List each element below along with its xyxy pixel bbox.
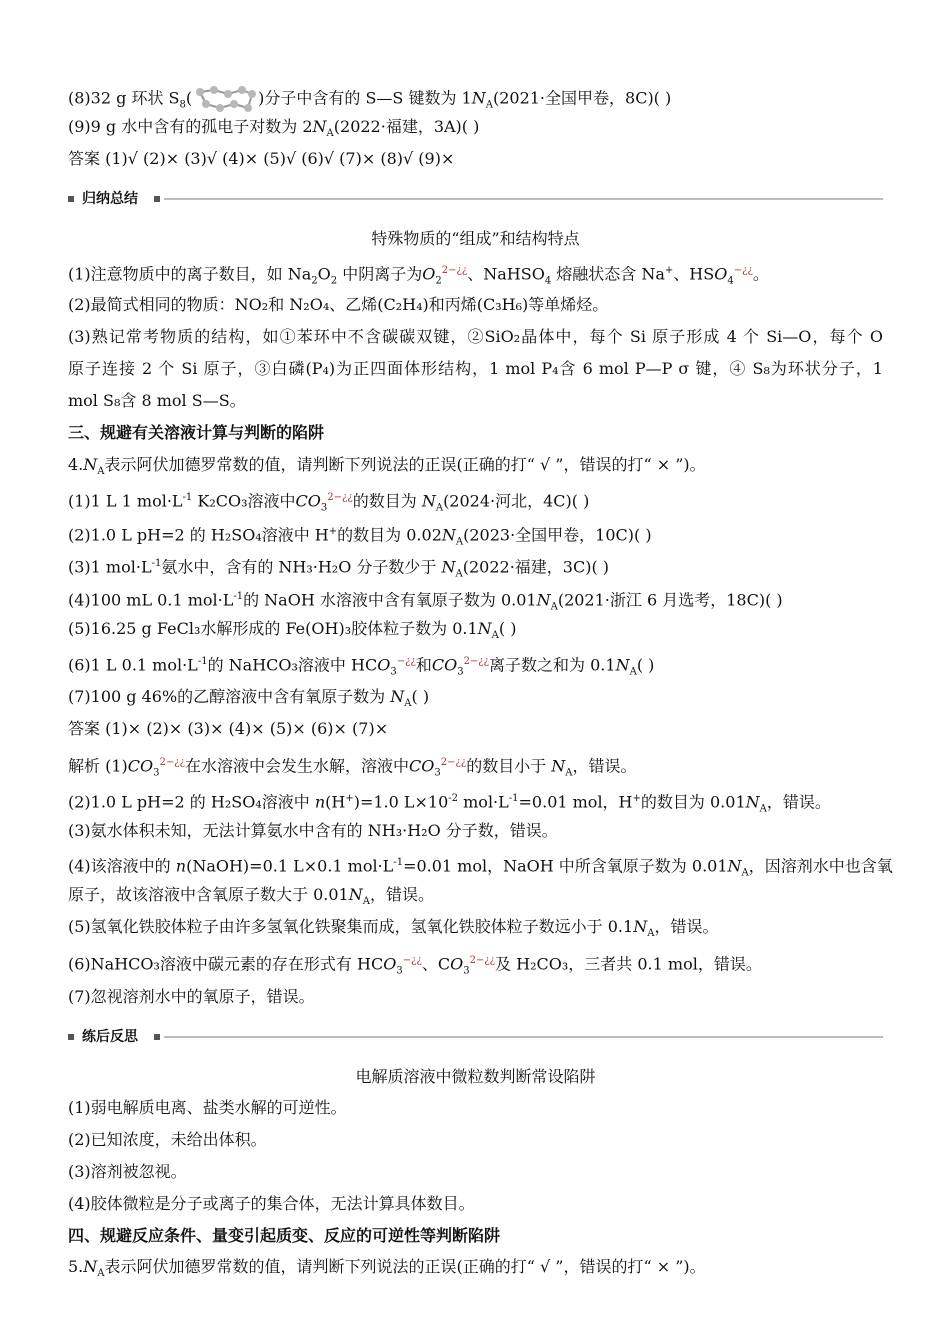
explanation-6: (6)NaHCO₃溶液中碳元素的存在形式有 $HCO_3^{-¿¿}$、$CO_3^{2-¿¿}$及 H₂CO₃，三者共 0.1 mol，错误。 — [68, 954, 762, 977]
explanation-7: (7)忽视溶剂水中的氧原子，错误。 — [68, 987, 315, 1006]
bullet-square-icon — [68, 1034, 74, 1040]
explanation-1: 解析 $(1)CO_3^{2-¿¿}$在水溶液中会发生水解，溶液中$CO_3^{2-¿¿}$的数目小于 $N_A$，错误。 — [68, 756, 637, 779]
question-8: (8)32 g 环状 $S_8$( )分子中含有的 S—S 键数为 $1N_A(2021\cdot$全国甲卷，8C)( ) — [68, 84, 883, 117]
q4-item-1: (1)1 L 1 $mol\cdot L^{-1}$ K₂CO₃溶液中$CO_3^{2-¿¿}$的数目为 $N_A(2024\cdot$河北，4C)( ) — [68, 491, 590, 514]
summary-header-bar — [68, 189, 883, 209]
q4-item-3: (3)1 $mol\cdot L^{-1}$氨水中，含有的 NH₃·H₂O 分子数少于 $N_A(2022\cdot$福建，3C)( ) — [68, 557, 610, 580]
reflection-header-bar — [68, 1027, 883, 1047]
summary-point-2: (2)最简式相同的物质：NO₂和 N₂O₄、乙烯(C₂H₄)和丙烯(C₃H₆)等单烯烃。 — [68, 295, 609, 314]
explanation-3: (3)氨水体积未知，无法计算氨水中含有的 NH₃·H₂O 分子数，错误。 — [68, 821, 558, 840]
question-4-intro: $4.N_A$表示阿伏加德罗常数的值，请判断下列说法的正误(正确的打“ √ ”，错误的打“ × ”)。 — [68, 455, 706, 478]
answer-row-1: 答案 (1)√ (2)× (3)√ (4)× (5)√ (6)√ (7)× (8)√ (9)× — [68, 149, 455, 168]
summary-point-3-line-1: (3)熟记常考物质的结构，如①苯环中不含碳碳双键，②SiO₂晶体中，每个 Si 原子形成 4 个 Si—O，每个 O — [68, 327, 883, 346]
explanation-2: (2)1.0 L pH=2 的 H₂SO₄溶液中 n(H+)=1.0 $L\times 10^{-2}$ $mol\cdot L^{-1}=0.01$ mol，H+的数目为 $0.01N_A$，错误。 — [68, 792, 831, 815]
bullet-square-icon — [154, 196, 160, 202]
q4-item-2: (2)1.0 L pH=2 的 H₂SO₄溶液中 H+的数目为 $0.02N_A(2023\cdot$全国甲卷，10C)( ) — [68, 525, 652, 548]
q4-item-4: (4)100 mL 0.1 $mol\cdot L^{-1}$的 NaOH 水溶液中含有氧原子数为 $0.01N_A(2021\cdot$浙江 6 月选考，18C)( ) — [68, 590, 783, 613]
reflection-point-4: (4)胶体微粒是分子或离子的集合体，无法计算具体数目。 — [68, 1194, 475, 1213]
explanation-4-line-2: 原子，故该溶液中含氧原子数大于 $0.01N_A$，错误。 — [68, 885, 434, 908]
reflection-header: 练后反思 — [82, 1027, 142, 1047]
s8-ring-molecule-icon — [194, 84, 256, 114]
q4-item-6: (6)1 L 0.1 $mol\cdot L^{-1}$的 NaHCO₃溶液中 $HCO_3^{-¿¿}$和$CO_3^{2-¿¿}$离子数之和为 $0.1N_A$( ) — [68, 655, 655, 678]
bullet-square-icon — [154, 1034, 160, 1040]
reflection-point-1: (1)弱电解质电离、盐类水解的可逆性。 — [68, 1098, 347, 1117]
question-9: (9)9 g 水中含有的孤电子对数为 $2N_A(2022\cdot$福建，3A)( ) — [68, 117, 480, 140]
divider — [164, 1036, 883, 1038]
bullet-square-icon — [68, 196, 74, 202]
q4-item-5: (5)16.25 g FeCl₃水解形成的 Fe(OH)₃胶体粒子数为 $0.1N_A$( ) — [68, 619, 517, 642]
reflection-point-3: (3)溶剂被忽视。 — [68, 1162, 187, 1181]
section-4-heading: 四、规避反应条件、量变引起质变、反应的可逆性等判断陷阱 — [68, 1226, 501, 1245]
answer-row-2: 答案 (1)× (2)× (3)× (4)× (5)× (6)× (7)× — [68, 719, 389, 738]
section-3-heading: 三、规避有关溶液计算与判断的陷阱 — [68, 423, 325, 442]
summary-header: 归纳总结 — [82, 189, 142, 209]
reflection-point-2: (2)已知浓度，未给出体积。 — [68, 1130, 267, 1149]
reflection-title: 电解质溶液中微粒数判断常设陷阱 — [355, 1067, 596, 1086]
summary-point-3-line-3: mol S₈含 8 mol S—S。 — [68, 391, 246, 410]
explanation-4-line-1: (4)该溶液中的 n(NaOH)=0.1 L×0.1 $mol\cdot L^{-1}=0.01$ mol，NaOH 中所含氧原子数为 $0.01N_A$，因溶剂水中也含氧 — [68, 856, 893, 879]
summary-title: 特殊物质的“组成”和结构特点 — [371, 229, 580, 248]
explanation-5: (5)氢氧化铁胶体粒子由许多氢氧化铁聚集而成，氢氧化铁胶体粒子数远小于 $0.1N_A$，错误。 — [68, 917, 719, 940]
q4-item-7: (7)100 g 46%的乙醇溶液中含有氧原子数为 $N_A$( ) — [68, 687, 430, 710]
question-5-intro: $5.N_A$表示阿伏加德罗常数的值，请判断下列说法的正误(正确的打“ √ ”，错误的打“ × ”)。 — [68, 1257, 706, 1280]
divider — [164, 198, 883, 200]
summary-point-1: (1)注意物质中的离子数目，如 $Na_2O_2$ 中阴离子为$O_2^{2-¿¿}$、NaHSO$_4$ 熔融状态含 Na+、$HSO_4^{-¿¿}$。 — [68, 264, 769, 287]
summary-point-3-line-2: 原子连接 2 个 Si 原子，③白磷(P₄)为正四面体形结构，1 mol P₄含 6 mol P—P σ 键，④ S₈为环状分子，1 — [68, 359, 883, 378]
